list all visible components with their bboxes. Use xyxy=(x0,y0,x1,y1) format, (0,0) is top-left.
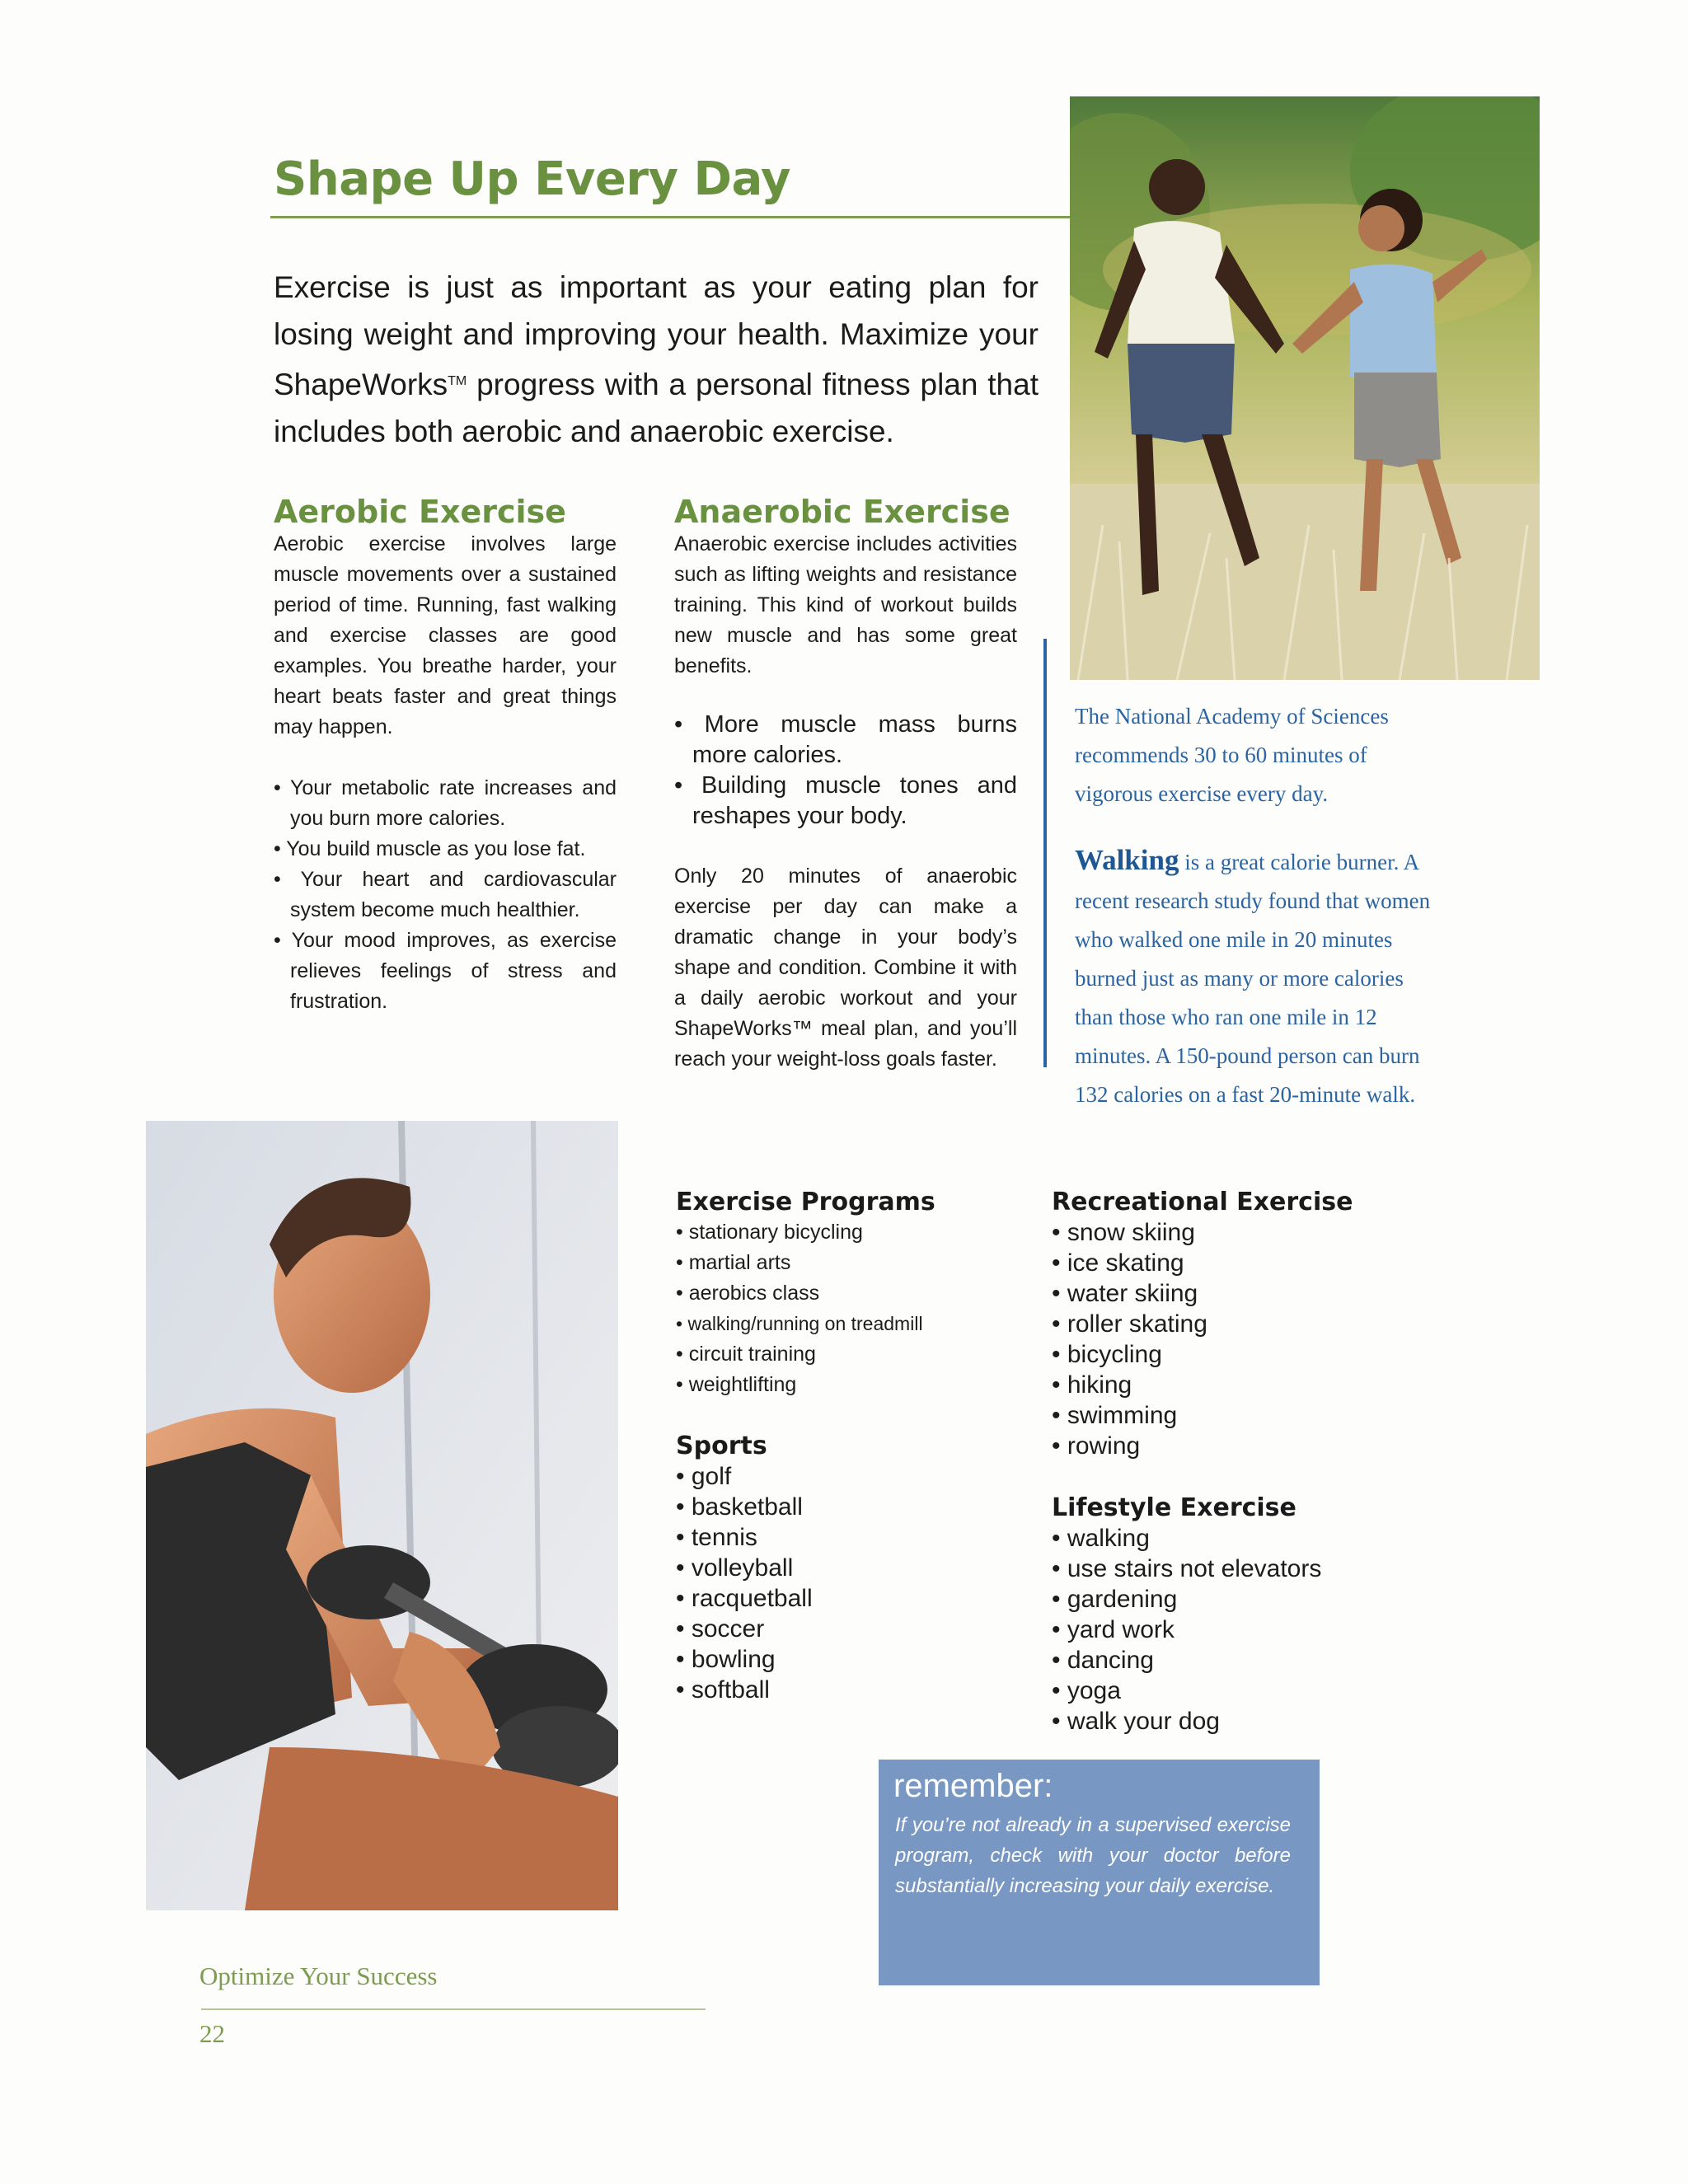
trademark-mark: TM xyxy=(448,374,467,388)
anaerobic-heading: Anaerobic Exercise xyxy=(674,494,1010,530)
page-number: 22 xyxy=(199,2019,225,2048)
list-item: • dancing xyxy=(1052,1645,1321,1675)
running-couple-illustration xyxy=(1070,96,1540,680)
list-item: • tennis xyxy=(676,1522,813,1553)
aerobic-benefits-list xyxy=(274,773,617,1017)
list-item: • ice skating xyxy=(1052,1248,1353,1278)
list-item: • racquetball xyxy=(676,1583,813,1614)
running-couple-photo xyxy=(1070,96,1540,680)
anaerobic-paragraph: Anaerobic exercise includes activities such as lifting weights and resistance training. This kind of workout builds new muscle and has some great benefits. xyxy=(674,532,1017,677)
list-item: • walking/running on treadmill xyxy=(676,1309,935,1339)
intro-text-part1: Exercise is just as important as your eating plan for losing weight and improving your health. Maximize your ShapeWorks xyxy=(274,270,1039,401)
list-item: • water skiing xyxy=(1052,1278,1353,1309)
list-item: • Building muscle tones and reshapes your body. xyxy=(674,771,1017,832)
walking-emphasis: Walking xyxy=(1075,844,1179,876)
aerobic-paragraph: Aerobic exercise involves large muscle movements over a sustained period of time. Running, fast walking and exercise classes are good examples. You breathe harder, your heart beats faster and great things may happen. xyxy=(274,532,617,738)
walking-text: is a great calorie burner. A recent research study found that women who walked one mile in 20 minutes burned just as many or more calories than those who ran one mile in 12 minutes. A 150-pound person can burn 132 calories on a fast 20-minute walk. xyxy=(1075,850,1431,1107)
lifestyle-heading: Lifestyle Exercise xyxy=(1052,1493,1296,1522)
lifestyle-section xyxy=(1052,1493,1321,1736)
list-item: • hiking xyxy=(1052,1370,1353,1400)
recreational-section xyxy=(1052,1187,1353,1461)
weightlifter-illustration xyxy=(146,1121,618,1910)
list-item: • golf xyxy=(676,1461,813,1492)
list-item: • martial arts xyxy=(676,1248,935,1278)
aerobic-heading: Aerobic Exercise xyxy=(274,494,566,530)
list-item: • Your mood improves, as exercise relieves feelings of stress and frustration. xyxy=(274,926,617,1017)
list-item: • circuit training xyxy=(676,1339,935,1370)
list-item: • bowling xyxy=(676,1644,813,1675)
footer-section-title: Optimize Your Success xyxy=(199,1961,438,1990)
list-item: • basketball xyxy=(676,1492,813,1522)
list-item: • swimming xyxy=(1052,1400,1353,1431)
list-item: • softball xyxy=(676,1675,813,1705)
title-underline xyxy=(270,216,1070,218)
exercise-programs-section xyxy=(676,1187,935,1400)
list-item: • rowing xyxy=(1052,1431,1353,1461)
list-item: • bicycling xyxy=(1052,1339,1353,1370)
intro-paragraph xyxy=(274,264,1039,455)
aerobic-section xyxy=(274,494,617,1017)
list-item: • More muscle mass burns more calories. xyxy=(674,710,1017,771)
list-item: • volleyball xyxy=(676,1553,813,1583)
anaerobic-benefits-list xyxy=(674,710,1017,832)
list-item: • soccer xyxy=(676,1614,813,1644)
anaerobic-closing-paragraph: Only 20 minutes of anaerobic exercise per day can make a dramatic change in your body’s shape and condition. Combine it with a daily aerobic workout and your ShapeWorks™ meal plan, and you’ll reach your weight-loss goals faster. xyxy=(674,865,1017,1071)
list-item: • yoga xyxy=(1052,1675,1321,1706)
lifestyle-list xyxy=(1052,1523,1321,1736)
recreational-heading: Recreational Exercise xyxy=(1052,1188,1353,1216)
list-item: • walk your dog xyxy=(1052,1706,1321,1736)
anaerobic-section xyxy=(674,494,1017,1075)
list-item: • use stairs not elevators xyxy=(1052,1554,1321,1584)
exercise-programs-heading: Exercise Programs xyxy=(676,1188,935,1216)
list-item: • roller skating xyxy=(1052,1309,1353,1339)
list-item: • aerobics class xyxy=(676,1278,935,1309)
intro-text-part2: progress with a personal fitness plan that includes both aerobic and anaerobic exercise. xyxy=(274,368,1039,448)
sports-list xyxy=(676,1461,813,1705)
remember-text: If you’re not already in a supervised exercise program, check with your doctor before substantially increasing your daily exercise. xyxy=(895,1814,1291,1897)
list-item: • weightlifting xyxy=(676,1370,935,1400)
recreational-list xyxy=(1052,1217,1353,1461)
sidebar-rule xyxy=(1043,639,1047,1067)
list-item: • gardening xyxy=(1052,1584,1321,1615)
exercise-programs-list xyxy=(676,1217,935,1400)
list-item: • You build muscle as you lose fat. xyxy=(274,834,617,865)
sidebar-walking-note xyxy=(1075,841,1437,1114)
list-item: • snow skiing xyxy=(1052,1217,1353,1248)
list-item: • Your heart and cardiovascular system become much healthier. xyxy=(274,865,617,926)
sports-heading: Sports xyxy=(676,1432,767,1460)
list-item: • Your metabolic rate increases and you burn more calories. xyxy=(274,773,617,834)
sports-section xyxy=(676,1431,813,1705)
footer-rule xyxy=(201,2008,706,2010)
sidebar-academy-note: The National Academy of Sciences recommends 30 to 60 minutes of vigorous exercise every day. xyxy=(1075,704,1389,806)
weightlifter-photo xyxy=(146,1121,618,1910)
list-item: • walking xyxy=(1052,1523,1321,1554)
remember-title: remember: xyxy=(893,1768,1053,1804)
list-item: • stationary bicycling xyxy=(676,1217,935,1248)
list-item: • yard work xyxy=(1052,1615,1321,1645)
page-title: Shape Up Every Day xyxy=(274,152,791,206)
